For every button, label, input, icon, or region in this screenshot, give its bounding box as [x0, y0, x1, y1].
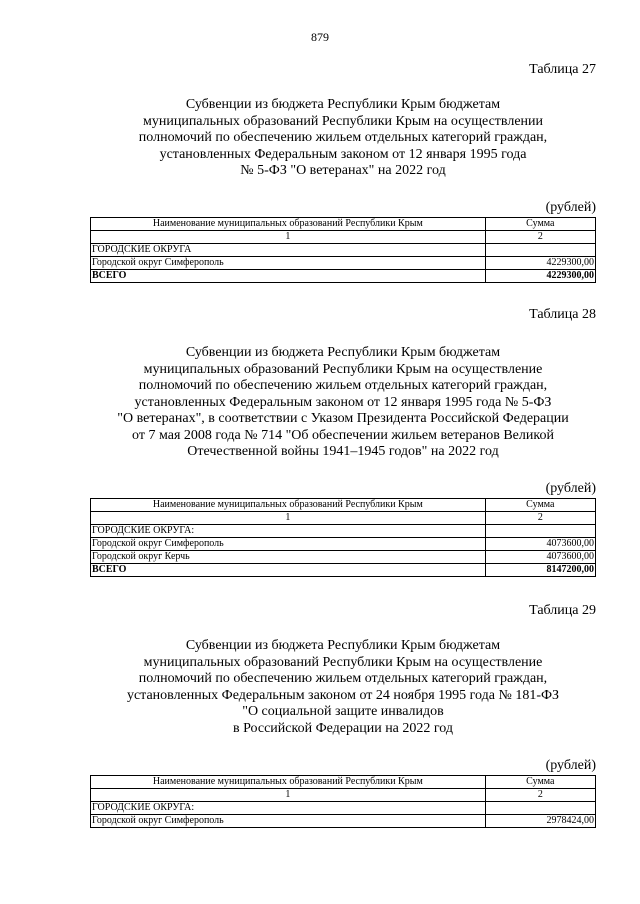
- col-name-header: Наименование муниципальных образований Республики Крым: [91, 218, 486, 231]
- row-sum: 4073600,00: [485, 538, 595, 551]
- col-number-1: 1: [91, 512, 486, 525]
- row-name: Городской округ Симферополь: [91, 538, 486, 551]
- row-sum: 4229300,00: [485, 257, 595, 270]
- group-sum: [485, 244, 595, 257]
- col-name-header: Наименование муниципальных образований Республики Крым: [91, 776, 486, 789]
- row-sum: 2978424,00: [485, 815, 595, 828]
- group-label: ГОРОДСКИЕ ОКРУГА:: [91, 525, 486, 538]
- title-line: полномочий по обеспечению жильем отдельных категорий граждан,: [138, 378, 548, 393]
- title-line: установленных Федеральным законом от 12 января 1995 года № 5-ФЗ: [134, 394, 552, 410]
- total-row: [91, 270, 596, 283]
- title-line: "О социальной защите инвалидов: [242, 704, 444, 719]
- title-line: полномочий по обеспечению жильем отдельных категорий граждан,: [138, 671, 548, 686]
- col-sum-header: Сумма: [485, 776, 595, 789]
- title-line: установленных Федеральным законом от 12 января 1995 года: [159, 146, 527, 162]
- group-label: ГОРОДСКИЕ ОКРУГА: [91, 244, 486, 257]
- title-line: муниципальных образований Республики Крым на осуществление: [143, 654, 543, 670]
- table-28-label: Таблица 28: [529, 307, 596, 322]
- title-line: Субвенции из бюджета Республики Крым бюджетам: [185, 97, 501, 112]
- table-29: [90, 775, 596, 828]
- col-number-2: 2: [485, 231, 595, 244]
- title-line: установленных Федеральным законом от 24 ноября 1995 года № 181-ФЗ: [126, 687, 560, 703]
- row-name: Городской округ Симферополь: [91, 815, 486, 828]
- group-row: [91, 244, 596, 257]
- header-row: [91, 499, 596, 512]
- table-row: [91, 257, 596, 270]
- table-28-title: [90, 345, 596, 461]
- col-sum-header: Сумма: [485, 218, 595, 231]
- title-line: в Российской Федерации на 2022 год: [232, 720, 454, 736]
- total-label: ВСЕГО: [91, 564, 486, 577]
- column-number-row: [91, 512, 596, 525]
- row-sum: 4073600,00: [485, 551, 595, 564]
- table-28: [90, 498, 596, 577]
- col-sum-header: Сумма: [485, 499, 595, 512]
- header-row: [91, 218, 596, 231]
- table-row: [91, 815, 596, 828]
- column-number-row: [91, 789, 596, 802]
- title-line: Отечественной войны 1941–1945 годов" на 2022 год: [187, 444, 499, 459]
- row-name: Городской округ Керчь: [91, 551, 486, 564]
- group-label: ГОРОДСКИЕ ОКРУГА:: [91, 802, 486, 815]
- title-line: полномочий по обеспечению жильем отдельных категорий граждан,: [138, 130, 548, 145]
- column-number-row: [91, 231, 596, 244]
- group-row: [91, 802, 596, 815]
- table-28-unit: (рублей): [545, 481, 596, 496]
- table-27-label: Таблица 27: [529, 62, 596, 77]
- table-27: [90, 217, 596, 283]
- table-row: [91, 538, 596, 551]
- total-label: ВСЕГО: [91, 270, 486, 283]
- title-line: Субвенции из бюджета Республики Крым бюджетам: [185, 345, 501, 360]
- col-number-2: 2: [485, 789, 595, 802]
- group-sum: [485, 802, 595, 815]
- col-number-2: 2: [485, 512, 595, 525]
- title-line: "О ветеранах", в соответствии с Указом Президента Российской Федерации: [117, 411, 569, 426]
- title-line: Субвенции из бюджета Республики Крым бюджетам: [185, 638, 501, 653]
- col-number-1: 1: [91, 789, 486, 802]
- title-line: № 5-ФЗ "О ветеранах" на 2022 год: [240, 163, 446, 178]
- table-29-title: [90, 638, 596, 737]
- group-row: [91, 525, 596, 538]
- total-sum: 8147200,00: [485, 564, 595, 577]
- title-line: муниципальных образований Республики Крым на осуществление: [143, 361, 543, 377]
- total-sum: 4229300,00: [485, 270, 595, 283]
- total-row: [91, 564, 596, 577]
- page-number: 879: [311, 30, 329, 44]
- title-line: муниципальных образований Республики Крым на осуществлении: [142, 113, 544, 129]
- header-row: [91, 776, 596, 789]
- col-number-1: 1: [91, 231, 486, 244]
- table-27-title: [90, 97, 596, 180]
- table-27-unit: (рублей): [545, 200, 596, 215]
- table-29-unit: (рублей): [545, 758, 596, 773]
- col-name-header: Наименование муниципальных образований Республики Крым: [91, 499, 486, 512]
- table-29-label: Таблица 29: [529, 603, 596, 618]
- table-row: [91, 551, 596, 564]
- title-line: от 7 мая 2008 года № 714 "Об обеспечении жильем ветеранов Великой: [132, 427, 554, 443]
- group-sum: [485, 525, 595, 538]
- row-name: Городской округ Симферополь: [91, 257, 486, 270]
